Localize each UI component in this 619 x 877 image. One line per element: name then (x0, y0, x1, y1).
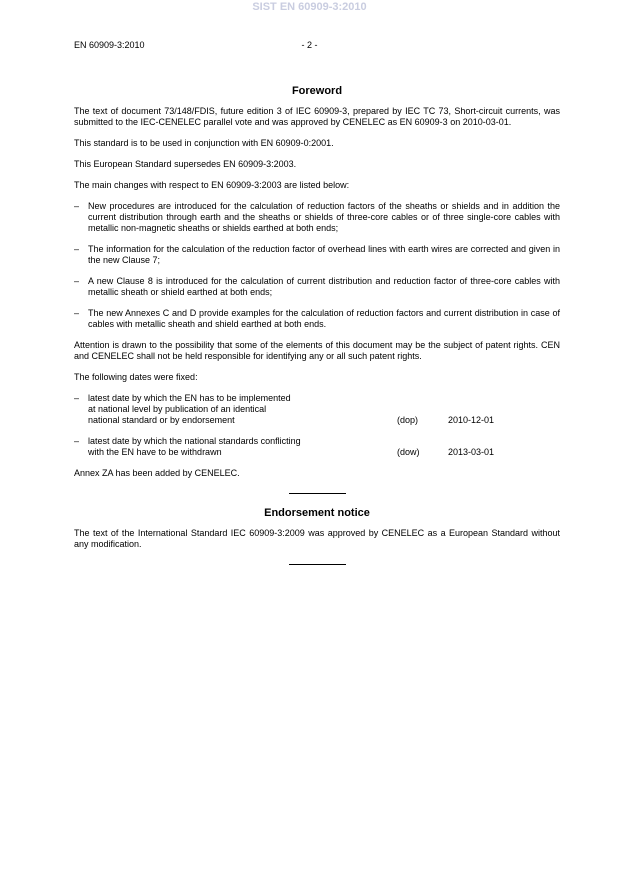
foreword-title: Foreword (291, 85, 343, 97)
foreword-paragraph: The text of document 73/148/FDIS, future edition 3 of IEC 60909-3, prepared by IEC TC 73, Short-circuit currents, was submitted to the IEC-CENELEC parallel vote and was approved by CENELEC as EN 60909-3 on 2010-03-01. (74, 106, 560, 127)
changes-list (74, 201, 560, 330)
date-code: (dop) (397, 415, 419, 425)
date-description-line: national standard or by endorsement (88, 415, 235, 425)
page-content (74, 85, 560, 578)
list-item (74, 201, 560, 234)
date-description-line: at national level by publication of an identical (88, 404, 267, 414)
annex-note: Annex ZA has been added by CENELEC. (74, 468, 240, 478)
date-item (74, 393, 560, 426)
section-divider (289, 493, 346, 494)
list-dash: – (74, 244, 80, 254)
watermark: SIST EN 60909-3:2010 (252, 1, 367, 13)
header-doc-id: EN 60909-3:2010 (74, 40, 145, 50)
date-description-line: latest date by which the national standards conflicting (88, 436, 301, 446)
list-dash: – (74, 276, 80, 286)
list-dash: – (74, 436, 80, 446)
date-description-line: with the EN have to be withdrawn (88, 447, 222, 457)
date-description (88, 393, 388, 426)
date-value: 2010-12-01 (448, 415, 495, 425)
list-item (74, 308, 560, 330)
list-item-text: New procedures are introduced for the calculation of reduction factors of the sheaths or shields and in addition the current distribution through earth and the sheaths or shields of three-core cables or of three single-core cables with metallic non-magnetic sheaths or shields earthed at both ends; (88, 201, 560, 233)
foreword-paragraph: This European Standard supersedes EN 60909-3:2003. (74, 159, 297, 169)
dates-list (74, 393, 560, 458)
header-page-number: - 2 - (301, 40, 318, 50)
attention-paragraph: Attention is drawn to the possibility that some of the elements of this document may be the subject of patent rights. CEN and CENELEC shall not be held responsible for identifying any or all such patent rights. (74, 340, 560, 361)
date-description-line: latest date by which the EN has to be implemented (88, 393, 291, 403)
list-item-text: A new Clause 8 is introduced for the calculation of current distribution and reduction factor of three-core cables with metallic sheath or shield earthed at both ends; (88, 276, 560, 297)
list-dash: – (74, 308, 80, 318)
endorsement-title: Endorsement notice (264, 507, 370, 519)
list-item-text: The information for the calculation of the reduction factor of overhead lines with earth wires are corrected and given in the new Clause 7; (88, 244, 560, 265)
date-value: 2013-03-01 (448, 447, 495, 457)
list-item-text: The new Annexes C and D provide examples for the calculation of reduction factors and current distribution in case of cables with metallic sheath and shield earthed at both ends. (88, 308, 560, 329)
endorsement-text: The text of the International Standard IEC 60909-3:2009 was approved by CENELEC as a European Standard without any modification. (74, 528, 560, 549)
list-item (74, 276, 560, 298)
end-divider (289, 564, 346, 565)
date-item (74, 436, 560, 458)
list-dash: – (74, 201, 80, 211)
list-dash: – (74, 393, 80, 403)
date-description (88, 436, 388, 458)
date-code: (dow) (397, 447, 420, 457)
foreword-paragraph: This standard is to be used in conjunction with EN 60909-0:2001. (74, 138, 334, 148)
list-item (74, 244, 560, 266)
dates-intro: The following dates were fixed: (74, 372, 198, 382)
foreword-paragraph: The main changes with respect to EN 60909-3:2003 are listed below: (74, 180, 350, 190)
